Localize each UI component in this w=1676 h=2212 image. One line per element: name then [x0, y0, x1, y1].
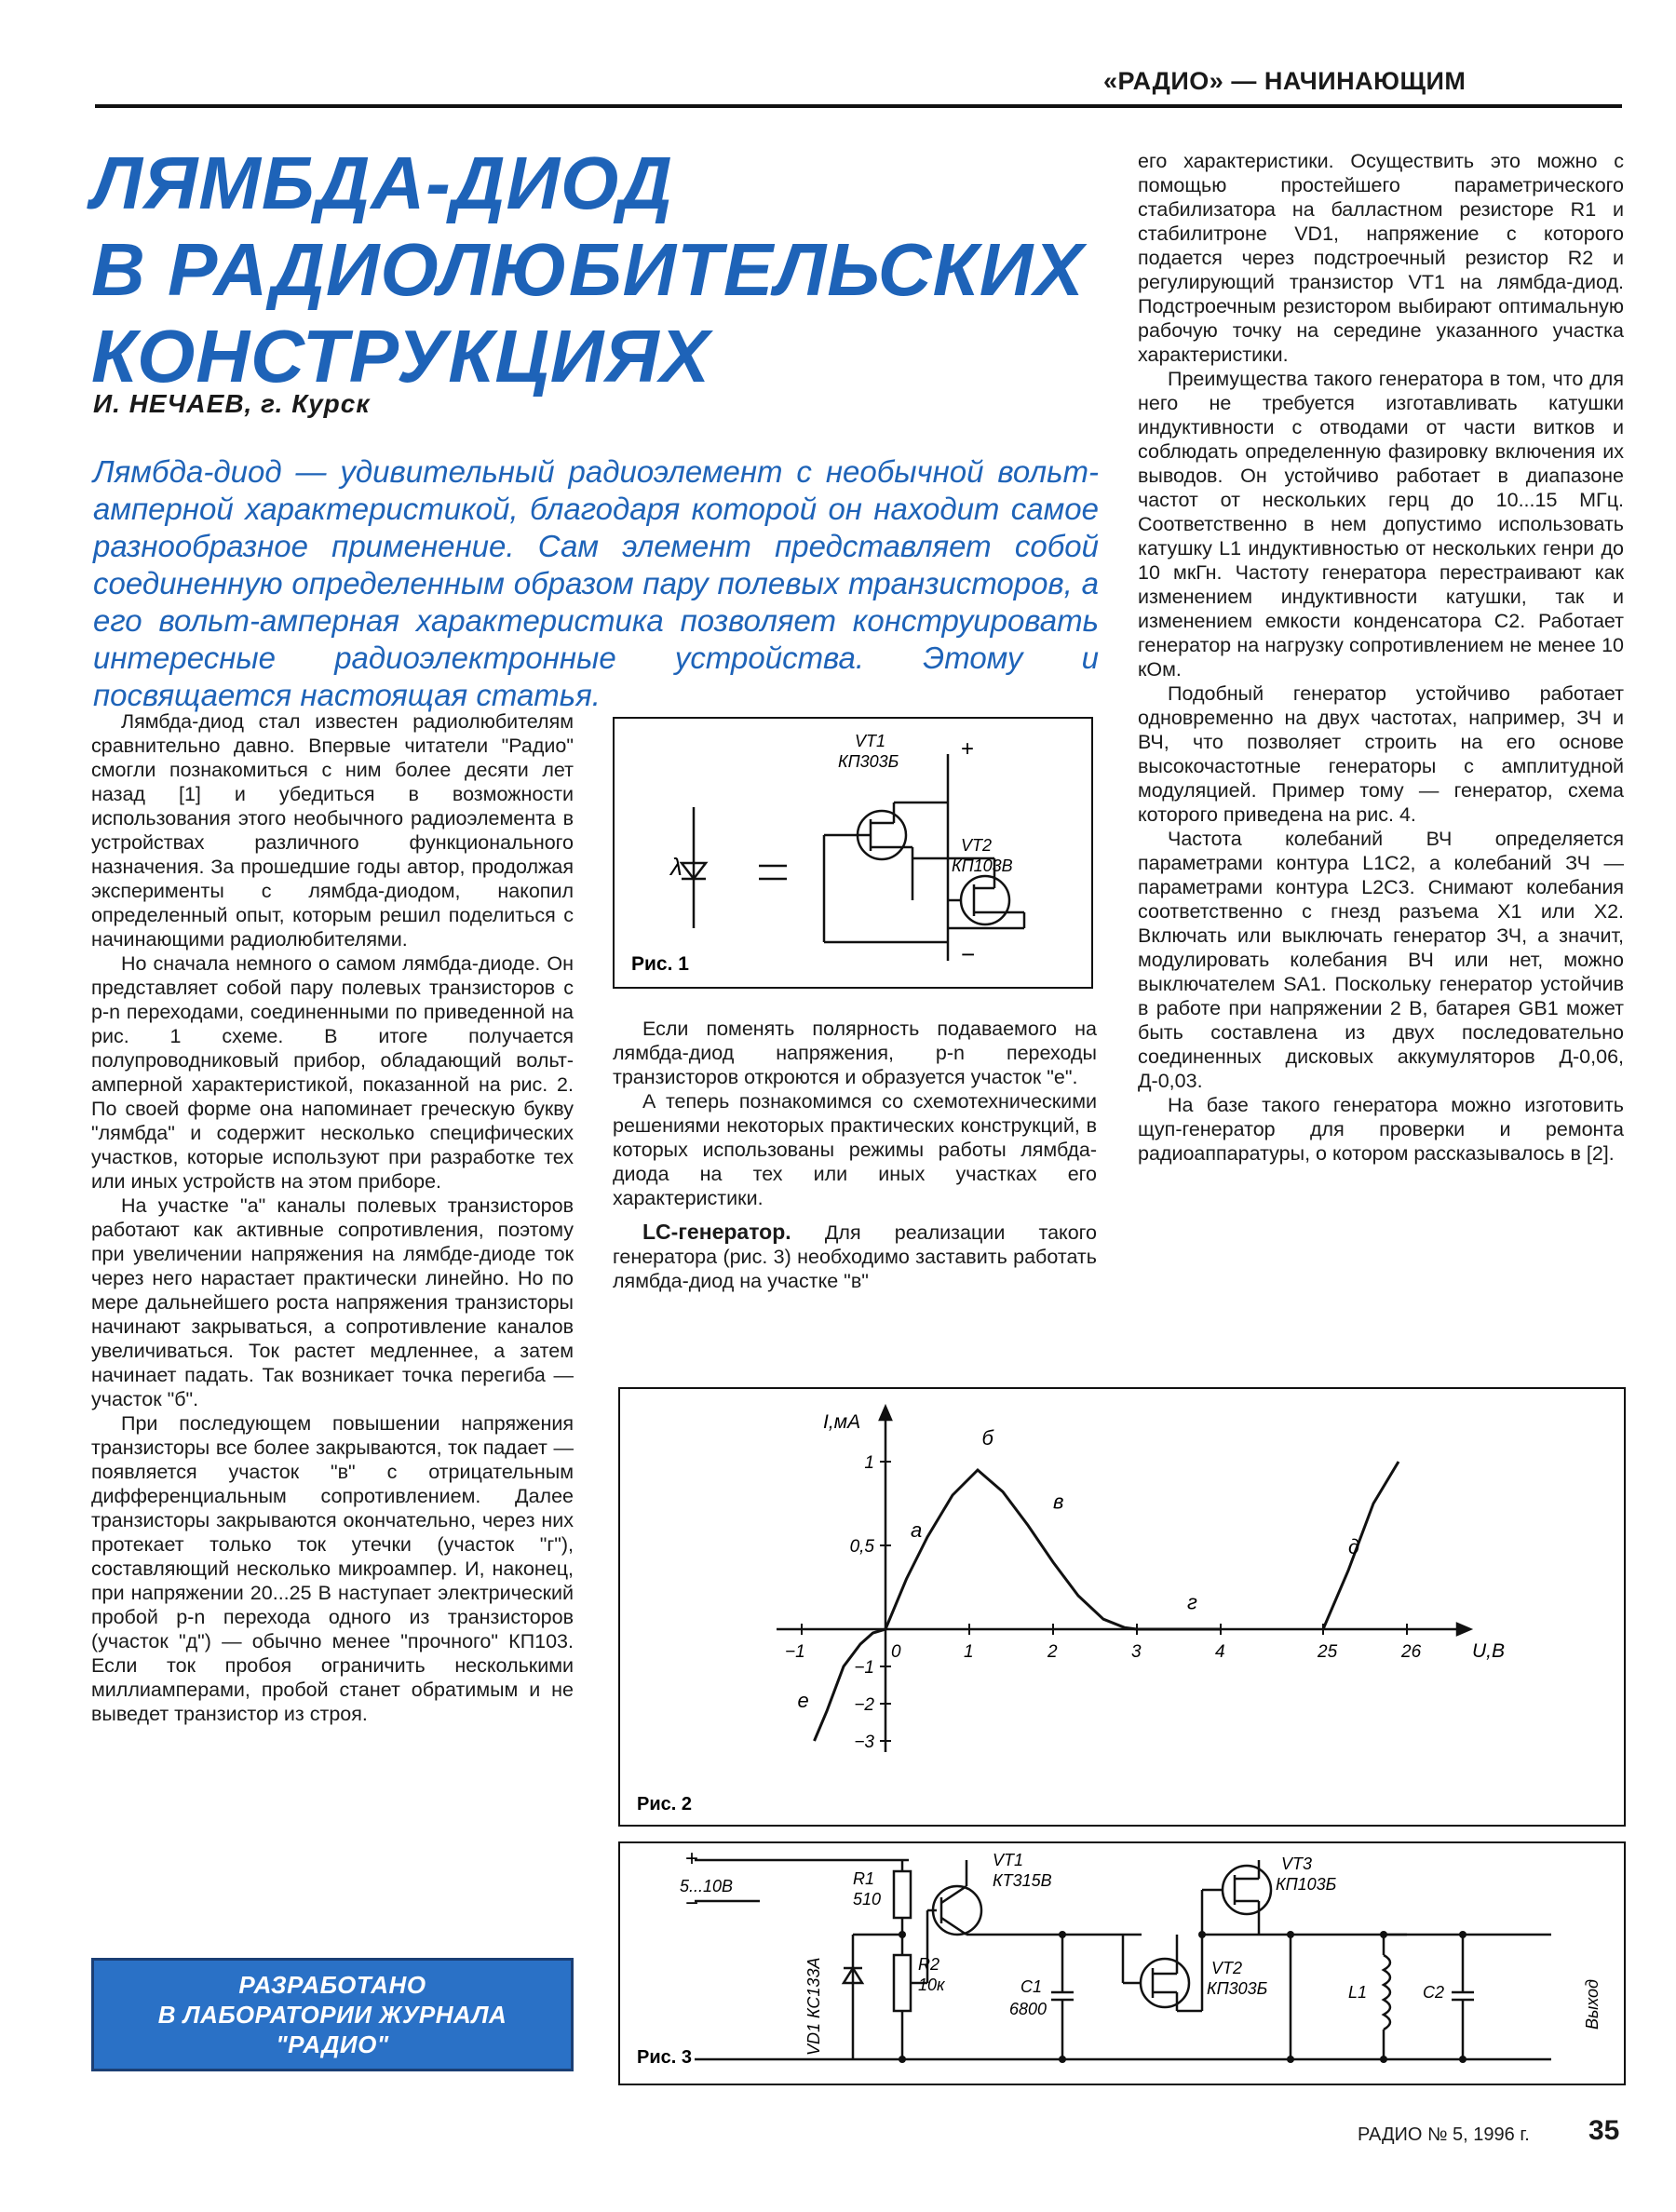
paragraph: А теперь познакомимся со схемотехническими решениями некоторых практических конструкций, в которых использованы режимы работы лямбда-диода на тех или иных участках его характеристики.	[613, 1090, 1097, 1209]
region-label: б	[981, 1426, 993, 1450]
y-tick-label: −1	[854, 1658, 874, 1678]
fig1-vt1-label: VT1	[855, 732, 886, 750]
section-rubric: «РАДИО» — НАЧИНАЮЩИМ	[1103, 67, 1466, 95]
issue-footer: РАДИО № 5, 1996 г.	[1358, 2124, 1530, 2145]
figure-1	[613, 717, 1093, 989]
badge-line: В ЛАБОРАТОРИИ ЖУРНАЛА	[157, 2001, 507, 2029]
x-tick-label: 4	[1215, 1642, 1225, 1662]
figure-3-schematic	[620, 1843, 1624, 2084]
vt1-label: VT1	[993, 1851, 1024, 1869]
badge-line: "РАДИО"	[276, 2030, 389, 2058]
x-tick-label: −1	[785, 1642, 805, 1662]
title-line: В РАДИОЛЮБИТЕЛЬСКИХ	[91, 228, 1085, 311]
fig1-vt1-type: КП303Б	[838, 752, 899, 771]
region-label: д	[1348, 1535, 1360, 1558]
c1-value: 6800	[1009, 2000, 1048, 2018]
x-tick-label: 2	[1048, 1642, 1058, 1662]
lead-paragraph: Лямбда-диод — удивительный радиоэлемент с необычной вольт-амперной характеристикой, благодаря которой он находит самое разнообразное применение. Сам элемент представляет собой соединенную определенным образом пару полевых транзисторов, а его вольт-амперная характеристика позволяет конструировать интересные радиоэлектронные устройства. Этому и посвящается настоящая статья.	[93, 454, 1099, 712]
author-byline: И. НЕЧАЕВ, г. Курск	[93, 389, 371, 418]
r2-value: 10к	[918, 1976, 945, 1994]
c2-label: C2	[1423, 1983, 1445, 2002]
title-line: ЛЯМБДА-ДИОД	[91, 142, 673, 224]
fig1-minus: −	[961, 940, 976, 968]
figure-3-label: Рис. 3	[637, 2047, 692, 2068]
vt3-label: VT3	[1281, 1855, 1313, 1873]
paragraph: его характеристики. Осуществить это можно с помощью простейшего параметрического стабилизатора на балластном резисторе R1 и стабилитроне VD1, напряжение с которого подается через подстроечный резистор R2 и регулирующий транзистор VT1 на лямбда-диод. Подстроечным резистором выбирают оптимальную рабочую точку на середине указанного участка характеристики.	[1138, 150, 1624, 366]
series-line-main	[815, 1470, 1222, 1741]
fig1-plus: +	[961, 736, 975, 762]
title-line: КОНСТРУКЦИЯХ	[91, 315, 710, 398]
figure-2-label: Рис. 2	[637, 1794, 692, 1814]
series-line-breakdown	[1323, 1462, 1399, 1629]
region-label: в	[1053, 1490, 1064, 1514]
paragraph-text: Для реализации такого генератора (рис. 3) необходимо заставить работать лямбда-диод на участке "в"	[613, 1221, 1097, 1292]
region-label: г	[1187, 1590, 1197, 1614]
y-tick-label: −3	[854, 1733, 874, 1752]
y-axis-arrow	[880, 1407, 891, 1420]
x-tick-label: 25	[1318, 1642, 1338, 1662]
article-title	[91, 140, 1115, 399]
paragraph	[613, 1220, 1097, 1293]
vd1-label: VD1 КС133А	[804, 1957, 823, 2056]
supply-plus: +	[685, 1846, 699, 1871]
x-axis-arrow	[1457, 1624, 1470, 1635]
y-tick-label: −2	[854, 1695, 874, 1715]
c1-label: C1	[1020, 1977, 1043, 1996]
x-tick-label: 26	[1401, 1642, 1422, 1662]
r2-label: R2	[918, 1955, 940, 1974]
vt2-label: VT2	[1211, 1959, 1243, 1977]
header-rule	[95, 104, 1622, 108]
supply-minus: −	[685, 1891, 699, 1916]
paragraph: Лямбда-диод стал известен радиолюбителям сравнительно давно. Впервые читатели "Радио" смогли познакомиться с ним более десяти лет назад [1] и убедиться в возможности использования этого необычного радиоэлемента в устройствах различного функционального назначения. За прошедшие годы автор, продолжая эксперименты с лямбда-диодом, накопил определенный опыт, которым решил поделиться с начинающими радиолюбителями.	[91, 710, 574, 951]
r1-value: 510	[853, 1890, 882, 1909]
page-number: 35	[1588, 2115, 1620, 2146]
figure-1-schematic	[615, 719, 1091, 987]
paragraph: Частота колебаний ВЧ определяется параметрами контура L1C2, а колебаний ЗЧ — параметрами контура L2C3. Снимают колебания соответственно с гнезд разъема X1 или X2. Включать или выключать генератор ЗЧ, а значит, модулировать колебания ВЧ или нет, можно выключателем SA1. Поскольку генератор устойчив в работе при напряжении 2 В, батарея GB1 может быть составлена из двух последовательно соединенных дисковых аккумуляторов Д-0,06, Д-0,03.	[1138, 828, 1624, 1092]
y-axis-label: I,мА	[823, 1411, 861, 1433]
x-tick-label: 0	[891, 1642, 901, 1662]
region-label: е	[797, 1689, 809, 1712]
text-column-3	[1138, 149, 1624, 1166]
x-tick-label: 3	[1131, 1642, 1142, 1662]
output-label: Выход	[1583, 1978, 1602, 2030]
paragraph: При последующем повышении напряжения транзисторы все более закрываются, ток падает — появляется участок "в" с отрицательным дифференциальным сопротивлением. Далее транзисторы закрываются окончательно, через них протекает только ток утечки (участок "г"), составляющий несколько микроампер. И, наконец, при напряжении 20...25 В наступает электрический пробой p-n перехода одного из транзисторов (участок "д") — обычно менее "прочного" КП103. Если ток пробоя ограничить несколькими миллиамперами, пробой станет обратимым и не выведет транзистор из строя.	[91, 1412, 574, 1725]
lab-badge	[91, 1958, 574, 2071]
paragraph: Преимущества такого генератора в том, что для него не требуется изготавливать катушки индуктивности с отводами от части витков и соблюдать определенную фазировку включения их выводов. Он устойчиво работает в диапазоне частот от нескольких герц до 10...15 МГц. Соответственно в нем допустимо использовать катушку L1 индуктивностью от нескольких генри до 10 мкГн. Частоту генератора перестраивают как изменением индуктивности катушки, так и изменением емкости конденсатора C2. Работает генератор на нагрузку сопротивлением не менее 10 кОм.	[1138, 368, 1624, 681]
vt1-type: КТ315В	[993, 1871, 1052, 1890]
region-label: а	[911, 1518, 923, 1542]
paragraph: Но сначала немного о самом лямбда-диоде. Он представляет собой пару полевых транзисторов с p-n переходами, соединенными по приведенной на рис. 1 схеме. В итоге получается полупроводниковый прибор, обладающий вольт-амперной характеристикой, показанной на рис. 2. По своей форме она напоминает греческую букву "лямбда" и содержит несколько специфических участков, которые используют при разработке тех или иных устройств на этом приборе.	[91, 952, 574, 1193]
text-column-2	[613, 1017, 1097, 1293]
fig1-vt2-type: КП103В	[952, 856, 1013, 875]
vt2-type: КП303Б	[1207, 1979, 1268, 1998]
text-column-1	[91, 709, 574, 1726]
y-tick-label: 0,5	[849, 1537, 874, 1557]
paragraph: На базе такого генератора можно изготовить щуп-генератор для проверки и ремонта радиоаппаратуры, о котором рассказывалось в [2].	[1138, 1094, 1624, 1165]
x-tick-label: 1	[964, 1642, 974, 1662]
fig1-vt2-label: VT2	[961, 836, 993, 855]
l1-label: L1	[1348, 1983, 1368, 2002]
r1-label: R1	[853, 1869, 875, 1888]
x-axis-label: U,В	[1472, 1640, 1506, 1662]
paragraph: На участке "а" каналы полевых транзисторов работают как активные сопротивления, поэтому при увеличении напряжения на лямбде-диоде ток через него нарастает практически линейно. Но по мере дальнейшего роста напряжения транзисторы начинают закрываться, а сопротивление каналов увеличиваться. Ток растет медленнее, а затем начинает падать. Так возникает точка перегиба — участок "б".	[91, 1194, 574, 1410]
supply-value: 5...10В	[680, 1877, 734, 1895]
iv-characteristic-chart	[620, 1389, 1624, 1825]
figure-2	[618, 1387, 1626, 1827]
figure-1-label: Рис. 1	[631, 953, 689, 975]
y-tick-label: 1	[864, 1453, 874, 1473]
paragraph: Подобный генератор устойчиво работает одновременно на двух частотах, например, ЗЧ и ВЧ, что позволяет строить на его основе высокочастотные генераторы с амплитудной модуляцией. Пример тому — генератор, схема которого приведена на рис. 4.	[1138, 682, 1624, 826]
lambda-symbol: λ	[670, 853, 683, 881]
figure-3	[618, 1841, 1626, 2085]
paragraph: Если поменять полярность подаваемого на лямбда-диод напряжения, p-n переходы транзисторов откроются и образуется участок "е".	[613, 1018, 1097, 1088]
vt3-type: КП103Б	[1276, 1875, 1337, 1894]
section-heading-lc: LC-генератор.	[642, 1220, 791, 1244]
badge-line: РАЗРАБОТАНО	[238, 1971, 426, 1999]
